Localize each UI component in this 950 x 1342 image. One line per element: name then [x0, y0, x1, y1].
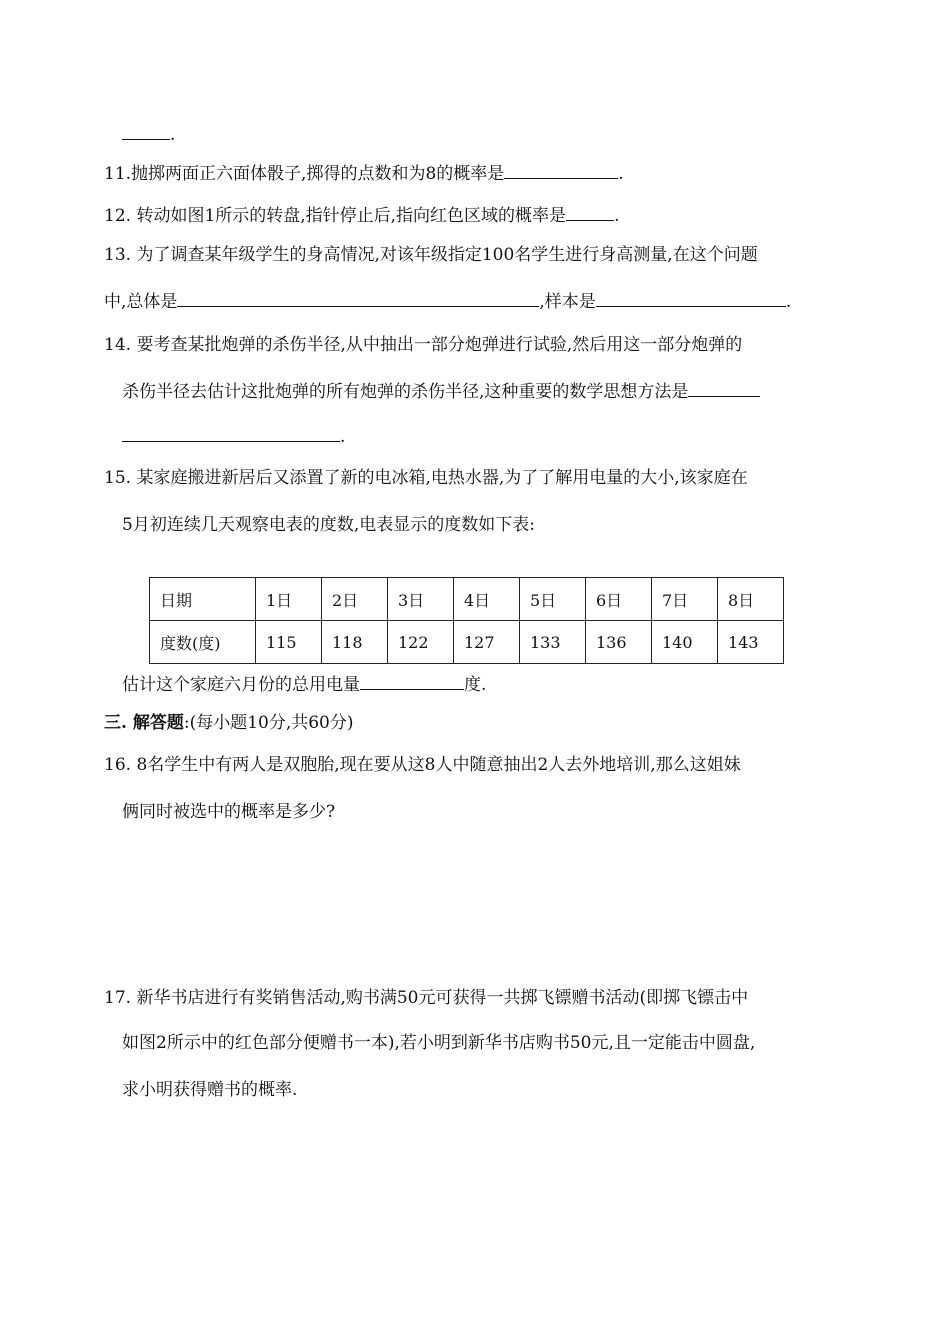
table-cell: 122: [388, 621, 454, 664]
meter-reading-table: [149, 577, 784, 664]
question-17-line-1: 17. 新华书店进行有奖销售活动,购书满50元可获得一共掷飞镖赠书活动(即掷飞镖击中: [104, 988, 749, 1008]
answer-blank: [688, 380, 760, 397]
question-15-line-1: 15. 某家庭搬进新居后又添置了新的电冰箱,电热水器,为了了解用电量的大小,该家庭在: [104, 468, 748, 488]
table-cell: 日期: [150, 578, 256, 621]
section-3-heading: [104, 712, 354, 734]
table-cell: 140: [652, 621, 718, 664]
answer-blank: [504, 162, 618, 179]
question-17-line-3: 求小明获得赠书的概率.: [122, 1080, 298, 1100]
question-15-estimate: 估计这个家庭六月份的总用电量 度.: [122, 675, 487, 695]
answer-blank: [360, 673, 464, 690]
answer-blank: [596, 290, 786, 307]
question-14-line-1: 14. 要考查某批炮弹的杀伤半径,从中抽出一部分炮弹进行试验,然后用这一部分炮弹的: [104, 335, 743, 355]
answer-blank: [122, 123, 170, 140]
table-cell: 5日: [520, 578, 586, 621]
section-3-title: 三. 解答题: [104, 713, 184, 733]
question-16-line-2: 俩同时被选中的概率是多少?: [122, 802, 336, 822]
table-cell: 8日: [718, 578, 784, 621]
table-cell: 127: [454, 621, 520, 664]
question-13-line-1: 13. 为了调查某年级学生的身高情况,对该年级指定100名学生进行身高测量,在这个问题: [104, 245, 758, 265]
q10-answer-line: .: [122, 123, 175, 146]
question-11-text: 11.抛掷两面正六面体骰子,掷得的点数和为8的概率是: [104, 164, 505, 184]
table-cell: 7日: [652, 578, 718, 621]
table-cell: 115: [256, 621, 322, 664]
table-cell: 6日: [586, 578, 652, 621]
table-cell: 4日: [454, 578, 520, 621]
question-16-line-1: 16. 8名学生中有两人是双胞胎,现在要从这8人中随意抽出2人去外地培训,那么这姐妹: [104, 755, 741, 775]
question-14-line-3: .: [122, 425, 345, 448]
answer-blank: [566, 204, 614, 221]
table-cell: 1日: [256, 578, 322, 621]
table-header-row: [150, 578, 784, 621]
table-cell: 136: [586, 621, 652, 664]
table-cell: 2日: [322, 578, 388, 621]
table-cell: 143: [718, 621, 784, 664]
question-13-line-2: 中,总体是 ,样本是 .: [104, 292, 792, 312]
table-cell: 3日: [388, 578, 454, 621]
question-17-line-2: 如图2所示中的红色部分便赠书一本),若小明到新华书店购书50元,且一定能击中圆盘,: [122, 1033, 756, 1053]
table-cell: 133: [520, 621, 586, 664]
table-cell: 118: [322, 621, 388, 664]
question-11: 11.抛掷两面正六面体骰子,掷得的点数和为8的概率是 .: [104, 164, 624, 184]
question-15-line-2: 5月初连续几天观察电表的度数,电表显示的度数如下表:: [122, 515, 535, 535]
question-14-line-2: 杀伤半径去估计这批炮弹的所有炮弹的杀伤半径,这种重要的数学思想方法是: [122, 380, 760, 403]
section-3-note: :(每小题10分,共60分): [183, 713, 354, 733]
answer-blank: [122, 425, 340, 442]
table-row: [150, 621, 784, 664]
question-12-text: 12. 转动如图1所示的转盘,指针停止后,指向红色区域的概率是: [104, 206, 567, 226]
answer-blank: [177, 290, 539, 307]
table-cell: 度数(度): [150, 621, 256, 664]
question-12: 12. 转动如图1所示的转盘,指针停止后,指向红色区域的概率是 .: [104, 206, 620, 226]
